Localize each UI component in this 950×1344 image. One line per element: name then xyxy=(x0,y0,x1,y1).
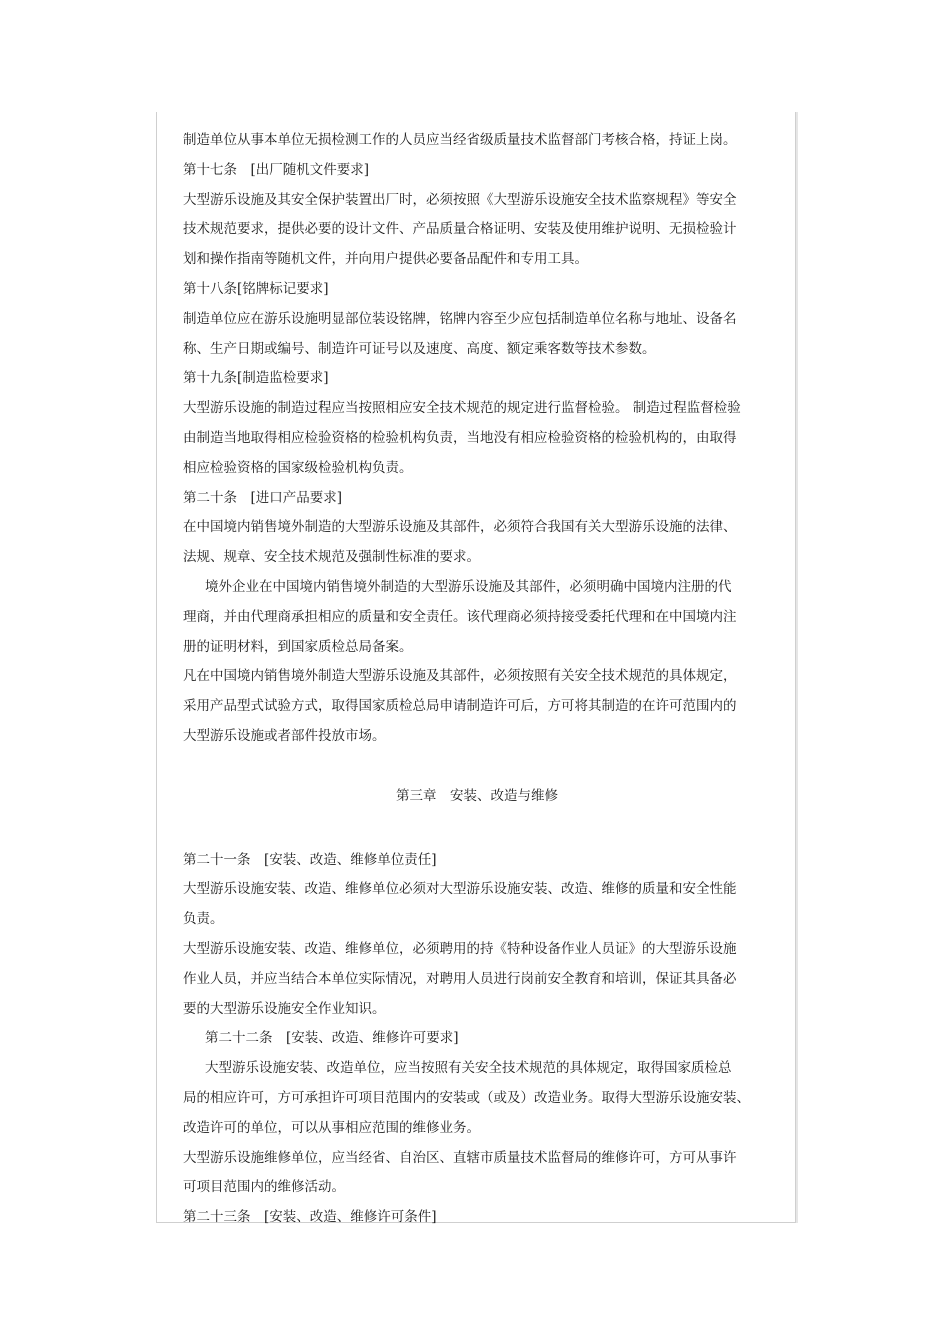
paragraph-line: 可项目范围内的维修活动。 xyxy=(183,1179,345,1196)
document-body xyxy=(183,126,771,1233)
article-heading-19: 第十九条[制造监检要求] xyxy=(183,370,329,387)
paragraph-line: 理商，并由代理商承担相应的质量和安全责任。该代理商必须持接受委托代理和在中国境内注 xyxy=(183,608,737,625)
paragraph-line: 称、生产日期或编号、制造许可证号以及速度、高度、额定乘客数等技术参数。 xyxy=(183,340,656,357)
paragraph-line: 制造单位应在游乐设施明显部位装设铭牌，铭牌内容至少应包括制造单位名称与地址、设备名 xyxy=(183,310,737,327)
article-heading-22: 第二十二条 [安装、改造、维修许可要求] xyxy=(205,1030,459,1047)
paragraph-line: 相应检验资格的国家级检验机构负责。 xyxy=(183,459,413,476)
paragraph-line: 改造许可的单位，可以从事相应范围的维修业务。 xyxy=(183,1119,480,1136)
paragraph-line: 大型游乐设施维修单位，应当经省、自治区、直辖市质量技术监督局的维修许可，方可从事许 xyxy=(183,1149,737,1166)
paragraph-line: 要的大型游乐设施安全作业知识。 xyxy=(183,1000,386,1017)
paragraph-line: 册的证明材料，到国家质检总局备案。 xyxy=(183,638,413,655)
paragraph-line: 技术规范要求，提供必要的设计文件、产品质量合格证明、安装及使用维护说明、无损检验计 xyxy=(183,221,737,238)
paragraph-line: 采用产品型式试验方式，取得国家质检总局申请制造许可后，方可将其制造的在许可范围内的 xyxy=(183,698,737,715)
paragraph-line: 由制造当地取得相应检验资格的检验机构负责，当地没有相应检验资格的检验机构的，由取得 xyxy=(183,429,737,446)
paragraph-line: 作业人员，并应当结合本单位实际情况，对聘用人员进行岗前安全教育和培训，保证其具备必 xyxy=(183,970,737,987)
paragraph-line: 划和操作指南等随机文件，并向用户提供必要备品配件和专用工具。 xyxy=(183,251,588,268)
paragraph-line: 在中国境内销售境外制造的大型游乐设施及其部件，必须符合我国有关大型游乐设施的法律、 xyxy=(183,519,737,536)
paragraph-line: 局的相应许可，方可承担许可项目范围内的安装或（或及）改造业务。取得大型游乐设施安装、 xyxy=(183,1089,750,1106)
paragraph-line: 大型游乐设施的制造过程应当按照相应安全技术规范的规定进行监督检验。 制造过程监督检验 xyxy=(183,400,741,417)
paragraph-line: 大型游乐设施安装、改造单位，应当按照有关安全技术规范的具体规定，取得国家质检总 xyxy=(205,1060,732,1077)
paragraph-line: 负责。 xyxy=(183,911,224,928)
paragraph-line: 制造单位从事本单位无损检测工作的人员应当经省级质量技术监督部门考核合格，持证上岗。 xyxy=(183,132,737,148)
article-heading-18: 第十八条[铭牌标记要求] xyxy=(183,280,329,297)
article-heading-20: 第二十条 [进口产品要求] xyxy=(183,489,343,506)
paragraph-line: 大型游乐设施安装、改造、维修单位必须对大型游乐设施安装、改造、维修的质量和安全性能 xyxy=(183,881,737,898)
paragraph-line: 大型游乐设施安装、改造、维修单位，必须聘用的持《特种设备作业人员证》的大型游乐设施 xyxy=(183,940,737,957)
article-heading-17: 第十七条 [出厂随机文件要求] xyxy=(183,161,370,178)
paragraph-line: 凡在中国境内销售境外制造大型游乐设施及其部件，必须按照有关安全技术规范的具体规定， xyxy=(183,668,737,685)
article-heading-23: 第二十三条 [安装、改造、维修许可条件] xyxy=(183,1209,437,1226)
paragraph-line: 法规、规章、安全技术规范及强制性标准的要求。 xyxy=(183,549,480,566)
article-heading-21: 第二十一条 [安装、改造、维修单位责任] xyxy=(183,851,437,868)
paragraph-line: 境外企业在中国境内销售境外制造的大型游乐设施及其部件，必须明确中国境内注册的代 xyxy=(205,578,732,595)
paragraph-line: 大型游乐设施或者部件投放市场。 xyxy=(183,727,386,744)
chapter-title: 第三章 安装、改造与维修 xyxy=(396,787,558,804)
paragraph-line: 大型游乐设施及其安全保护装置出厂时，必须按照《大型游乐设施安全技术监察规程》等安全 xyxy=(183,191,737,208)
